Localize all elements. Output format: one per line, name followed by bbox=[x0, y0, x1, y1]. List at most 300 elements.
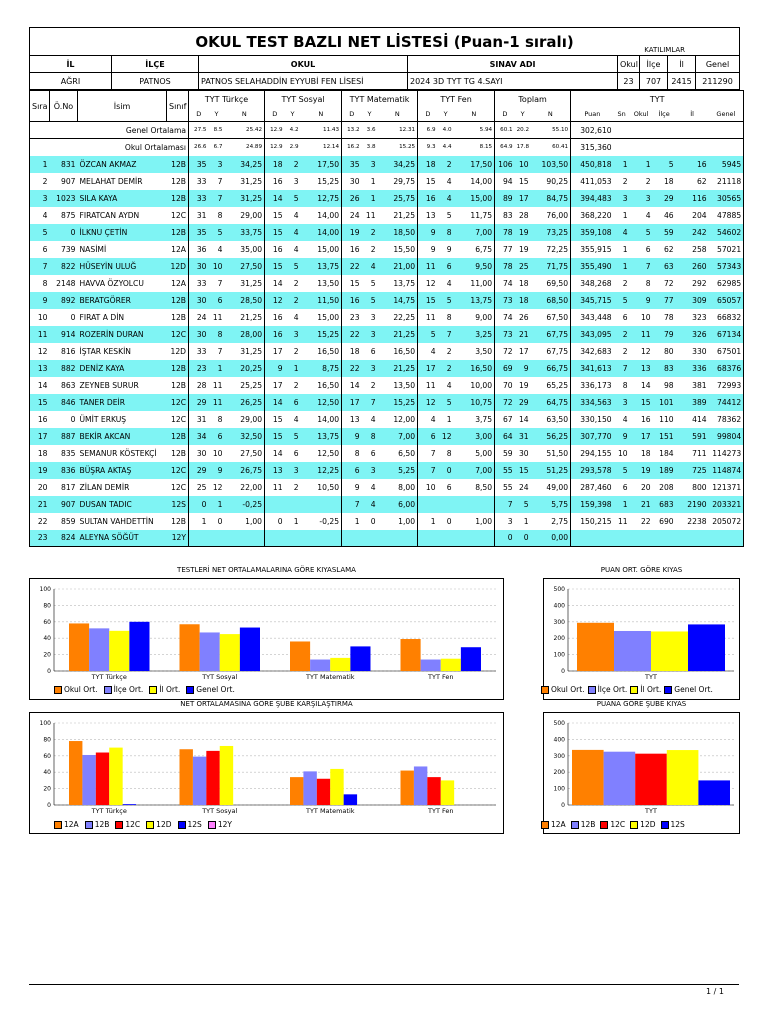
table-cell: 23 bbox=[30, 530, 50, 547]
table-cell: 67,50 bbox=[546, 312, 569, 322]
subcol-genel: Genel bbox=[709, 108, 744, 122]
legend-item bbox=[54, 820, 79, 829]
table-cell: 15,00 bbox=[317, 244, 340, 254]
table-cell: 12B bbox=[167, 360, 189, 377]
genel-average-cell: 55.10 bbox=[531, 122, 571, 139]
table-cell: 739 bbox=[61, 244, 76, 254]
genel-average-empty bbox=[630, 122, 653, 139]
table-cell: 22,00 bbox=[240, 482, 263, 492]
table-row bbox=[30, 275, 744, 292]
table-cell: 3 bbox=[285, 326, 301, 343]
bar-12s bbox=[698, 780, 730, 805]
table-row bbox=[30, 292, 744, 309]
okul-average-cell: 315,360 bbox=[571, 139, 614, 156]
table-cell: 49,00 bbox=[546, 482, 569, 492]
table-cell: 12C bbox=[171, 482, 186, 492]
table-cell: 5,00 bbox=[475, 448, 493, 458]
table-row bbox=[30, 241, 744, 258]
table-cell: 5 bbox=[614, 292, 630, 309]
bar--l-e-ort- bbox=[614, 631, 651, 671]
table-cell: 10 bbox=[30, 309, 50, 326]
table-cell: 3 bbox=[495, 513, 515, 530]
table-cell: 65057 bbox=[709, 292, 744, 309]
table-cell: 822 bbox=[50, 258, 78, 275]
table-cell: BÜŞRA AKTAŞ bbox=[78, 462, 167, 479]
table-cell bbox=[709, 530, 744, 547]
table-cell: 110 bbox=[659, 414, 674, 424]
bar-12s bbox=[123, 804, 136, 805]
col-sinif: Sınıf bbox=[167, 91, 189, 122]
okul-average-cell: 16.2 bbox=[342, 139, 362, 156]
table-cell: 33,75 bbox=[225, 224, 265, 241]
legend-swatch bbox=[186, 686, 194, 694]
table-row bbox=[30, 224, 744, 241]
table-cell: 11 bbox=[418, 258, 438, 275]
table-cell: 3 bbox=[370, 312, 376, 322]
okul-average-label: Okul Ortalaması bbox=[30, 139, 189, 156]
genel-average-cell: 12.31 bbox=[378, 122, 418, 139]
table-cell: 33 bbox=[189, 190, 209, 207]
table-cell: 13 bbox=[342, 411, 362, 428]
table-cell: 74 bbox=[495, 275, 515, 292]
table-cell: 7 bbox=[217, 346, 223, 356]
table-cell: 12 bbox=[640, 346, 651, 356]
table-cell: 4 bbox=[370, 482, 376, 492]
table-cell: 0 bbox=[70, 312, 76, 322]
table-cell: 29,00 bbox=[240, 210, 263, 220]
table-cell: 368,220 bbox=[571, 207, 614, 224]
okul-average-empty bbox=[653, 139, 676, 156]
table-cell: 12 bbox=[418, 275, 438, 292]
chart1-svg bbox=[30, 579, 505, 701]
table-cell: 29,00 bbox=[240, 414, 263, 424]
table-cell: 189 bbox=[653, 462, 676, 479]
table-cell: 5,75 bbox=[531, 496, 571, 513]
table-cell: 3 bbox=[362, 462, 378, 479]
table-cell: 19 bbox=[518, 244, 529, 254]
table-cell: 892 bbox=[50, 292, 78, 309]
table-cell: 1,00 bbox=[475, 516, 493, 526]
table-cell: 8 bbox=[622, 380, 628, 390]
table-cell: 34 bbox=[189, 428, 209, 445]
table-cell: HAVVA ÖZYOLCU bbox=[79, 278, 144, 288]
table-cell: 7 bbox=[418, 445, 438, 462]
table-cell: 6,50 bbox=[398, 448, 416, 458]
legend-label: 12A bbox=[64, 820, 79, 829]
table-cell: 25,25 bbox=[240, 380, 263, 390]
table-cell: 12 bbox=[438, 428, 454, 445]
table-cell: 11 bbox=[630, 326, 653, 343]
table-cell: 6 bbox=[285, 394, 301, 411]
table-cell: 4 bbox=[293, 312, 299, 322]
table-cell: 101 bbox=[653, 394, 676, 411]
subcol-y: Y bbox=[443, 110, 448, 119]
table-cell: 2 bbox=[285, 292, 301, 309]
table-cell: 72993 bbox=[709, 377, 744, 394]
table-cell: 99804 bbox=[709, 428, 744, 445]
legend-swatch bbox=[85, 821, 93, 829]
table-cell: 24 bbox=[342, 207, 362, 224]
table-cell: 336 bbox=[676, 360, 709, 377]
table-cell: 63,50 bbox=[546, 414, 569, 424]
table-cell: 7,00 bbox=[378, 428, 418, 445]
bar-12s bbox=[344, 794, 357, 805]
table-cell: 9 bbox=[630, 292, 653, 309]
table-cell: 46 bbox=[663, 210, 674, 220]
bar-genel-ort- bbox=[688, 624, 725, 671]
table-cell: 103,50 bbox=[531, 156, 571, 173]
table-cell: 9 bbox=[418, 241, 438, 258]
table-row bbox=[30, 309, 744, 326]
table-cell: 6 bbox=[622, 482, 628, 492]
table-cell: 4 bbox=[362, 258, 378, 275]
table-cell: 3 bbox=[30, 190, 50, 207]
table-cell: 0 bbox=[446, 516, 452, 526]
table-cell: 13,50 bbox=[393, 380, 416, 390]
table-cell bbox=[362, 530, 378, 547]
table-cell: 309 bbox=[676, 292, 709, 309]
table-cell: 12C bbox=[171, 210, 186, 220]
report-title bbox=[30, 28, 740, 56]
table-cell: 6 bbox=[209, 428, 225, 445]
table-cell: 2 bbox=[362, 224, 378, 241]
chart1-legend bbox=[54, 685, 235, 694]
table-cell: 9 bbox=[30, 292, 50, 309]
okul-value: PATNOS SELAHADDİN EYYUBİ FEN LİSESİ bbox=[199, 73, 408, 90]
table-cell: 6 bbox=[370, 448, 376, 458]
table-cell: 31 bbox=[189, 411, 209, 428]
table-cell: 8 bbox=[342, 445, 362, 462]
table-cell: 59 bbox=[653, 224, 676, 241]
table-cell: 26,75 bbox=[225, 462, 265, 479]
table-cell: 19 bbox=[30, 462, 50, 479]
table-cell: 21 bbox=[515, 326, 531, 343]
table-cell: 27,50 bbox=[240, 448, 263, 458]
table-cell: 12C bbox=[167, 462, 189, 479]
table-cell: 31 bbox=[515, 428, 531, 445]
table-cell: 5 bbox=[438, 292, 454, 309]
bar-12d bbox=[667, 750, 699, 805]
table-cell: 411,053 bbox=[571, 173, 614, 190]
table-cell: 1 bbox=[30, 156, 50, 173]
table-cell: 8,00 bbox=[398, 482, 416, 492]
table-cell: 381 bbox=[692, 380, 707, 390]
table-cell bbox=[418, 496, 438, 513]
table-cell: 26,25 bbox=[225, 394, 265, 411]
subcol-okul: Okul bbox=[633, 110, 649, 119]
table-cell bbox=[630, 530, 653, 547]
bar-okul-ort- bbox=[401, 639, 421, 671]
table-cell: 14,75 bbox=[378, 292, 418, 309]
table-cell: 2 bbox=[614, 326, 630, 343]
table-cell: 8 bbox=[446, 312, 452, 322]
table-cell: 1 bbox=[523, 516, 529, 526]
table-cell: 14,00 bbox=[301, 224, 342, 241]
table-cell: 63 bbox=[653, 258, 676, 275]
table-cell: 10 bbox=[515, 156, 531, 173]
subcol-n: N bbox=[241, 110, 247, 119]
table-cell: 11 bbox=[365, 210, 376, 220]
genel-average-cell: 8.5 bbox=[209, 122, 225, 139]
legend-swatch bbox=[54, 821, 62, 829]
table-cell bbox=[209, 530, 225, 547]
legend-swatch bbox=[571, 821, 579, 829]
bar-12c bbox=[635, 754, 667, 805]
col-toplam: Toplam bbox=[495, 91, 571, 108]
table-cell bbox=[653, 530, 676, 547]
table-cell: 14,00 bbox=[317, 414, 340, 424]
table-cell: 12A bbox=[171, 244, 186, 254]
table-cell: 14 bbox=[640, 380, 651, 390]
bar-genel-ort- bbox=[240, 628, 260, 671]
table-cell: 12,75 bbox=[301, 190, 342, 207]
table-cell: 450,818 bbox=[571, 156, 614, 173]
table-cell: 2 bbox=[293, 346, 299, 356]
genel-average-cell: 6.9 bbox=[418, 122, 438, 139]
genel-average-cell: 4.2 bbox=[285, 122, 301, 139]
table-cell: 3 bbox=[362, 326, 378, 343]
table-cell: 343,448 bbox=[571, 309, 614, 326]
table-cell: 2190 bbox=[676, 496, 709, 513]
table-row bbox=[30, 462, 744, 479]
col-isim: İsim bbox=[78, 91, 167, 122]
legend-item bbox=[104, 685, 144, 694]
table-cell: 12B bbox=[167, 156, 189, 173]
table-cell: 10 bbox=[418, 479, 438, 496]
table-cell: 4 bbox=[362, 496, 378, 513]
table-cell: 79 bbox=[653, 326, 676, 343]
table-cell: 0 bbox=[265, 513, 285, 530]
y-tick-label: 400 bbox=[553, 602, 565, 610]
table-row bbox=[30, 326, 744, 343]
subcol-y: Y bbox=[520, 110, 525, 119]
okul-average-cell: 9.3 bbox=[418, 139, 438, 156]
legend-item bbox=[661, 820, 685, 829]
table-cell: 12C bbox=[171, 414, 186, 424]
subcol-n: N bbox=[318, 110, 324, 119]
subcol-il: İl bbox=[690, 110, 694, 119]
legend-label: İlçe Ort. bbox=[113, 685, 144, 694]
table-cell: 0 bbox=[370, 516, 376, 526]
table-cell: 90,25 bbox=[546, 176, 569, 186]
table-cell: 15 bbox=[515, 462, 531, 479]
bar-12b bbox=[303, 771, 316, 805]
table-cell: 9,50 bbox=[454, 258, 495, 275]
table-cell: 1,00 bbox=[245, 516, 263, 526]
table-cell: ROZERİN DURAN bbox=[78, 326, 167, 343]
table-cell bbox=[438, 530, 454, 547]
table-cell: 16 bbox=[342, 241, 362, 258]
table-cell: 12 bbox=[418, 394, 438, 411]
bar--l-ort- bbox=[441, 659, 461, 671]
genel-average-empty bbox=[709, 122, 744, 139]
table-cell: 1 bbox=[362, 190, 378, 207]
chart3-box bbox=[29, 712, 504, 834]
table-cell: 0 bbox=[70, 414, 76, 424]
subcol-y: Y bbox=[290, 110, 295, 119]
okul-average-cell: 24.89 bbox=[225, 139, 265, 156]
table-cell: 12B bbox=[171, 516, 186, 526]
table-cell: 16 bbox=[342, 292, 362, 309]
table-cell bbox=[454, 496, 495, 513]
bar-12d bbox=[330, 769, 343, 805]
table-cell: 7 bbox=[217, 278, 223, 288]
table-cell: 25 bbox=[515, 258, 531, 275]
table-cell bbox=[438, 496, 454, 513]
y-tick-label: 100 bbox=[39, 586, 51, 593]
table-cell: 59 bbox=[495, 445, 515, 462]
table-cell: 34,25 bbox=[378, 156, 418, 173]
table-cell: 12B bbox=[171, 448, 186, 458]
table-cell: 4 bbox=[293, 244, 299, 254]
subcol-d: D bbox=[265, 108, 285, 122]
table-cell: 15 bbox=[418, 173, 438, 190]
table-cell: 355,490 bbox=[571, 258, 614, 275]
table-cell bbox=[378, 530, 418, 547]
table-cell: 17 bbox=[265, 343, 285, 360]
table-cell: 11 bbox=[30, 326, 50, 343]
y-tick-label: 20 bbox=[43, 651, 51, 659]
bar-12a bbox=[401, 771, 414, 805]
table-cell: 6,75 bbox=[475, 244, 493, 254]
table-cell: 17 bbox=[342, 394, 362, 411]
table-cell: 29 bbox=[189, 462, 209, 479]
table-cell bbox=[301, 496, 342, 513]
legend-item bbox=[600, 820, 625, 829]
table-cell bbox=[265, 530, 285, 547]
table-cell: 16 bbox=[265, 241, 285, 258]
table-cell: 15,00 bbox=[317, 312, 340, 322]
table-cell: 15 bbox=[265, 411, 285, 428]
subcol-y: Y bbox=[367, 110, 372, 119]
legend-label: 12D bbox=[640, 820, 656, 829]
table-cell: 9 bbox=[515, 360, 531, 377]
col-fen: TYT Fen bbox=[418, 91, 495, 108]
legend-swatch bbox=[630, 821, 638, 829]
chart1-box bbox=[29, 578, 504, 700]
table-cell: 9 bbox=[265, 360, 285, 377]
table-cell bbox=[189, 530, 209, 547]
table-cell: 15 bbox=[518, 176, 529, 186]
table-row bbox=[30, 394, 744, 411]
table-row bbox=[30, 377, 744, 394]
legend-label: 12C bbox=[610, 820, 626, 829]
table-cell: 16 bbox=[676, 156, 709, 173]
okul-average-cell: 12.14 bbox=[301, 139, 342, 156]
table-cell: FIRAT A DİN bbox=[79, 312, 125, 322]
table-cell: 4 bbox=[418, 343, 438, 360]
table-cell: 3 bbox=[285, 462, 301, 479]
genel-average-empty bbox=[653, 122, 676, 139]
table-cell: 258 bbox=[692, 244, 707, 254]
table-cell: 11 bbox=[212, 380, 223, 390]
table-cell: 6 bbox=[438, 258, 454, 275]
table-cell: 4 bbox=[418, 411, 438, 428]
table-cell: 6 bbox=[418, 428, 438, 445]
table-cell: 23 bbox=[342, 309, 362, 326]
table-cell: 341,613 bbox=[571, 360, 614, 377]
table-cell: 882 bbox=[50, 360, 78, 377]
table-cell: 31 bbox=[189, 207, 209, 224]
table-cell: 15,25 bbox=[378, 394, 418, 411]
table-cell: 35 bbox=[342, 156, 362, 173]
table-cell: 15 bbox=[342, 275, 362, 292]
col-sira: Sıra bbox=[30, 91, 50, 122]
legend-label: 12A bbox=[551, 820, 566, 829]
table-cell: 846 bbox=[50, 394, 78, 411]
table-cell: 1 bbox=[418, 513, 438, 530]
table-cell: 13,75 bbox=[301, 258, 342, 275]
table-cell: 4 bbox=[446, 380, 452, 390]
table-cell: 8 bbox=[438, 224, 454, 241]
genel-average-cell: 4.0 bbox=[438, 122, 454, 139]
table-cell: 4 bbox=[30, 207, 50, 224]
table-cell: 334,563 bbox=[571, 394, 614, 411]
table-cell: 2 bbox=[645, 176, 651, 186]
table-cell: 4 bbox=[217, 244, 223, 254]
table-cell: 4 bbox=[293, 414, 299, 424]
table-cell: 17 bbox=[518, 346, 529, 356]
table-cell: 89 bbox=[495, 190, 515, 207]
table-cell: 80 bbox=[663, 346, 674, 356]
table-cell: 1 bbox=[622, 210, 628, 220]
table-cell: 18 bbox=[518, 278, 529, 288]
table-cell: 7,00 bbox=[454, 462, 495, 479]
y-tick-label: 500 bbox=[553, 586, 565, 593]
genel-average-cell: 13.2 bbox=[342, 122, 362, 139]
table-cell: 205072 bbox=[709, 513, 744, 530]
table-cell: 16 bbox=[418, 190, 438, 207]
legend-label: 12C bbox=[125, 820, 141, 829]
table-cell: 67,75 bbox=[531, 326, 571, 343]
bar-12b bbox=[193, 757, 206, 805]
legend-label: 12B bbox=[580, 820, 596, 829]
legend-item bbox=[54, 685, 98, 694]
table-cell: 3 bbox=[209, 156, 225, 173]
y-tick-label: 40 bbox=[43, 769, 51, 777]
table-cell: 51,25 bbox=[531, 462, 571, 479]
legend-item bbox=[571, 820, 596, 829]
table-cell: 9 bbox=[209, 462, 225, 479]
katilim-ilce-value: 707 bbox=[640, 73, 668, 90]
col-matematik: TYT Matematik bbox=[342, 91, 418, 108]
table-cell: 22 bbox=[30, 513, 50, 530]
okul-average-cell: 26.6 bbox=[189, 139, 209, 156]
table-cell: 12,50 bbox=[301, 394, 342, 411]
table-cell: 6 bbox=[645, 244, 651, 254]
table-cell: 875 bbox=[61, 210, 76, 220]
table-cell bbox=[265, 496, 285, 513]
okul-average-cell: 4.4 bbox=[438, 139, 454, 156]
il-value: AĞRI bbox=[30, 73, 112, 90]
table-cell: 20 bbox=[30, 479, 50, 496]
table-cell: 208 bbox=[659, 482, 674, 492]
table-cell: 16 bbox=[30, 411, 50, 428]
table-cell: 17 bbox=[265, 377, 285, 394]
legend-item bbox=[115, 820, 140, 829]
table-cell: 3 bbox=[614, 190, 630, 207]
table-cell: 323 bbox=[692, 312, 707, 322]
table-cell: 19 bbox=[630, 462, 653, 479]
legend-item bbox=[208, 820, 232, 829]
chart3-legend bbox=[54, 820, 232, 829]
table-cell: 6 bbox=[209, 292, 225, 309]
table-cell: 5 bbox=[285, 258, 301, 275]
x-category-label: TYT Fen bbox=[428, 673, 454, 681]
okul-average-cell: 15.25 bbox=[378, 139, 418, 156]
table-cell: 16 bbox=[265, 326, 285, 343]
table-cell: 20,25 bbox=[225, 360, 265, 377]
